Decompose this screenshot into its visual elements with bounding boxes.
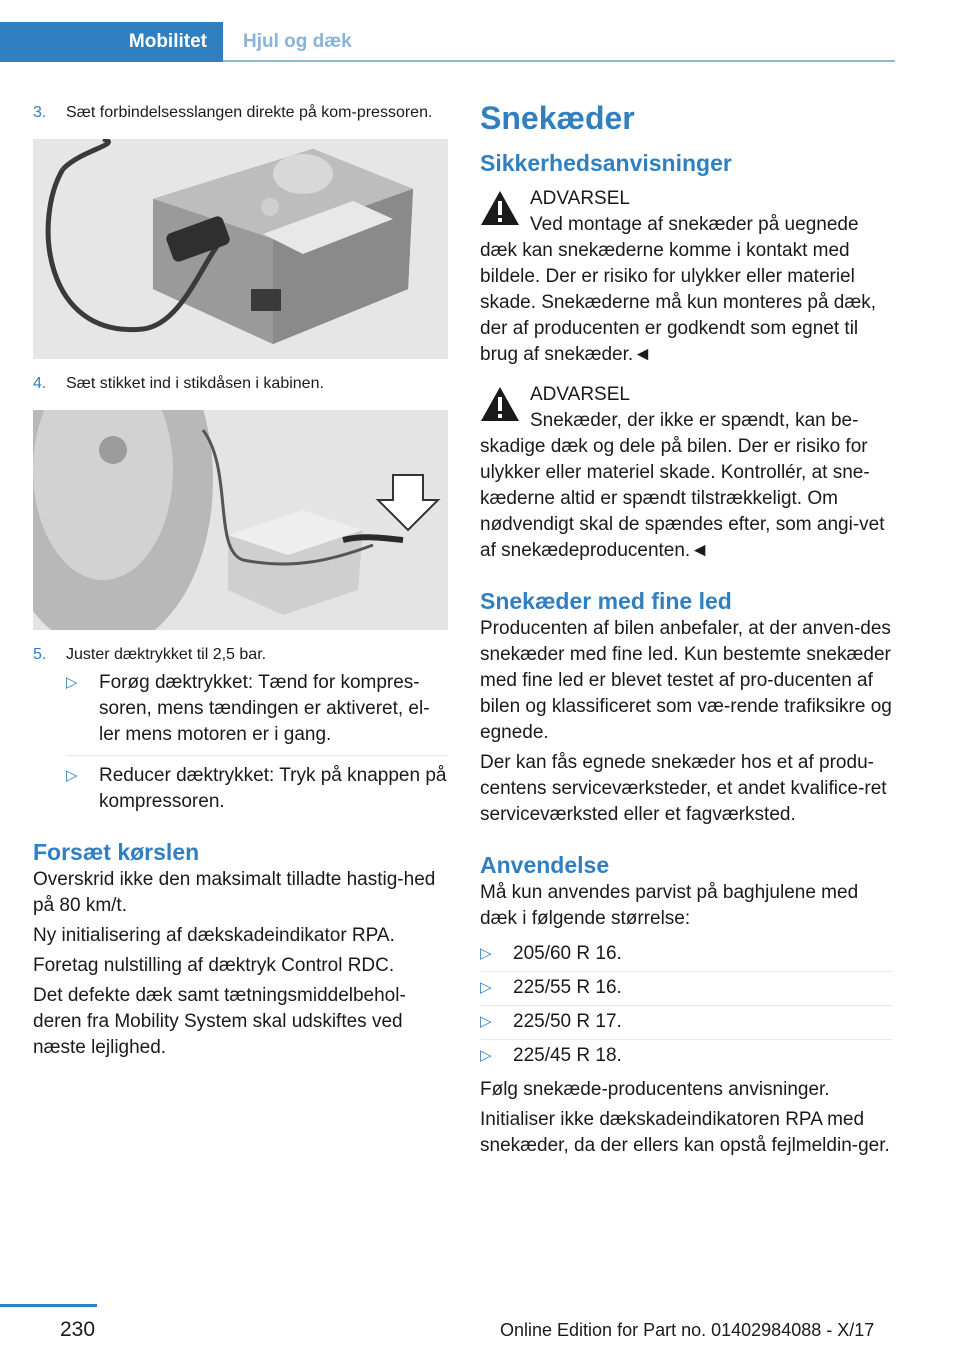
- edition-text: Online Edition for Part no. 01402984088 - X/17: [500, 1320, 875, 1340]
- list-item: ▷ Reducer dæktrykket: Tryk på knappen på kompressoren.: [66, 755, 448, 815]
- section-heading: Forsæt kørslen: [33, 839, 200, 865]
- socket-illustration: [33, 410, 448, 630]
- warning-triangle-icon: [480, 190, 520, 226]
- paragraph: Følg snekæde-producentens anvisninger.: [480, 1079, 830, 1100]
- paragraph: Initialiser ikke dækskadeindikatoren RPA med snekæder, da der ellers kan opstå fejlmeldin-ger.: [480, 1109, 890, 1156]
- triangle-bullet-icon: ▷: [480, 1013, 492, 1030]
- list-item: ▷ Forøg dæktrykket: Tænd for kompres-soren, mens tændingen er aktiveret, el-ler mens motoren er i gang.: [66, 670, 448, 748]
- warning-label: ADVARSEL: [530, 188, 630, 209]
- warning-box: [480, 382, 892, 564]
- step-5: [33, 646, 448, 664]
- paragraph: Det defekte dæk samt tætningsmiddelbehol-deren fra Mobility System skal udskiftes ved næste lejlighed.: [33, 985, 406, 1058]
- triangle-bullet-icon: ▷: [480, 1047, 492, 1064]
- step-number: 4.: [33, 375, 47, 392]
- warning-text-first: Ved montage af snekæder på uegnede: [530, 214, 859, 235]
- paragraph: Ny initialisering af dækskadeindikator RPA.: [33, 925, 395, 946]
- header-rule: [223, 60, 895, 62]
- step-4: [33, 375, 448, 393]
- step-text: Sæt forbindelsesslangen direkte på kom-pressoren.: [66, 104, 433, 121]
- list-item: ▷ 205/60 R 16.: [480, 938, 892, 972]
- step-text: Juster dæktrykket til 2,5 bar.: [66, 646, 267, 663]
- right-column: [480, 98, 892, 1159]
- list-item: ▷ 225/50 R 17.: [480, 1006, 892, 1040]
- step-text: Sæt stikket ind i stikdåsen i kabinen.: [66, 375, 324, 392]
- section-tab: Mobilitet: [0, 22, 223, 62]
- triangle-bullet-icon: ▷: [480, 979, 492, 996]
- paragraph: Må kun anvendes parvist på baghjulene med dæk i følgende størrelse:: [480, 882, 859, 929]
- warning-triangle-icon: [480, 386, 520, 422]
- chapter-tab: Hjul og dæk: [243, 31, 352, 52]
- page-header: [0, 22, 895, 62]
- warning-text: skadige dæk og dele på bilen. Der er risiko for ulykker eller materiel skade. Kontrollér, at sne-kæderne altid er spændt tilstrækkeligt. Om nødvendigt skal de spændes efter, som angi-vet af snekædeproducenten.◄: [480, 436, 885, 561]
- triangle-bullet-icon: ▷: [480, 945, 492, 962]
- step-number: 5.: [33, 646, 47, 663]
- triangle-bullet-icon: ▷: [66, 767, 78, 784]
- section-heading: Anvendelse: [480, 852, 610, 878]
- warning-text-first: Snekæder, der ikke er spændt, kan be-: [530, 410, 859, 431]
- footer-rule: [0, 1304, 97, 1307]
- paragraph: Foretag nulstilling af dæktryk Control RDC.: [33, 955, 395, 976]
- section-heading: Snekæder med fine led: [480, 588, 732, 614]
- paragraph: Der kan fås egnede snekæder hos et af produ-centens serviceværksteder, et andet kvalifice-ret serviceværksted eller et fagværksted.: [480, 752, 887, 825]
- step-3: [33, 104, 448, 122]
- page-title: Snekæder: [480, 100, 635, 136]
- socket-plug-illustration: [33, 410, 448, 630]
- list-item: ▷ 225/45 R 18.: [480, 1040, 892, 1073]
- paragraph: Overskrid ikke den maksimalt tilladte hastig-hed på 80 km/t.: [33, 869, 436, 916]
- tire-size-list: [480, 938, 892, 1073]
- page-number: 230: [60, 1318, 96, 1341]
- section-heading: Sikkerhedsanvisninger: [480, 150, 732, 176]
- left-column: [33, 104, 448, 1061]
- triangle-bullet-icon: ▷: [66, 674, 78, 691]
- list-item: ▷ 225/55 R 16.: [480, 972, 892, 1006]
- pressure-sublist: [66, 670, 448, 815]
- warning-box: [480, 186, 892, 368]
- compressor-illustration: [33, 139, 448, 359]
- warning-label: ADVARSEL: [530, 384, 630, 405]
- paragraph: Producenten af bilen anbefaler, at der anven-des snekæder med fine led. Kun bestemte snekæder med fine led er blevet testet af pro-ducenten af bilen og klassificeret som væ-rende trafiksikre og egnede.: [480, 618, 892, 743]
- warning-text: dæk kan snekæderne komme i kontakt med bildele. Der er risiko for ulykker eller materiel skade. Snekæderne må kun monteres på dæk, der af producenten er godkendt som egnet til brug af snekæder.◄: [480, 240, 877, 365]
- step-number: 3.: [33, 104, 47, 121]
- compressor-hose-illustration: [33, 139, 448, 359]
